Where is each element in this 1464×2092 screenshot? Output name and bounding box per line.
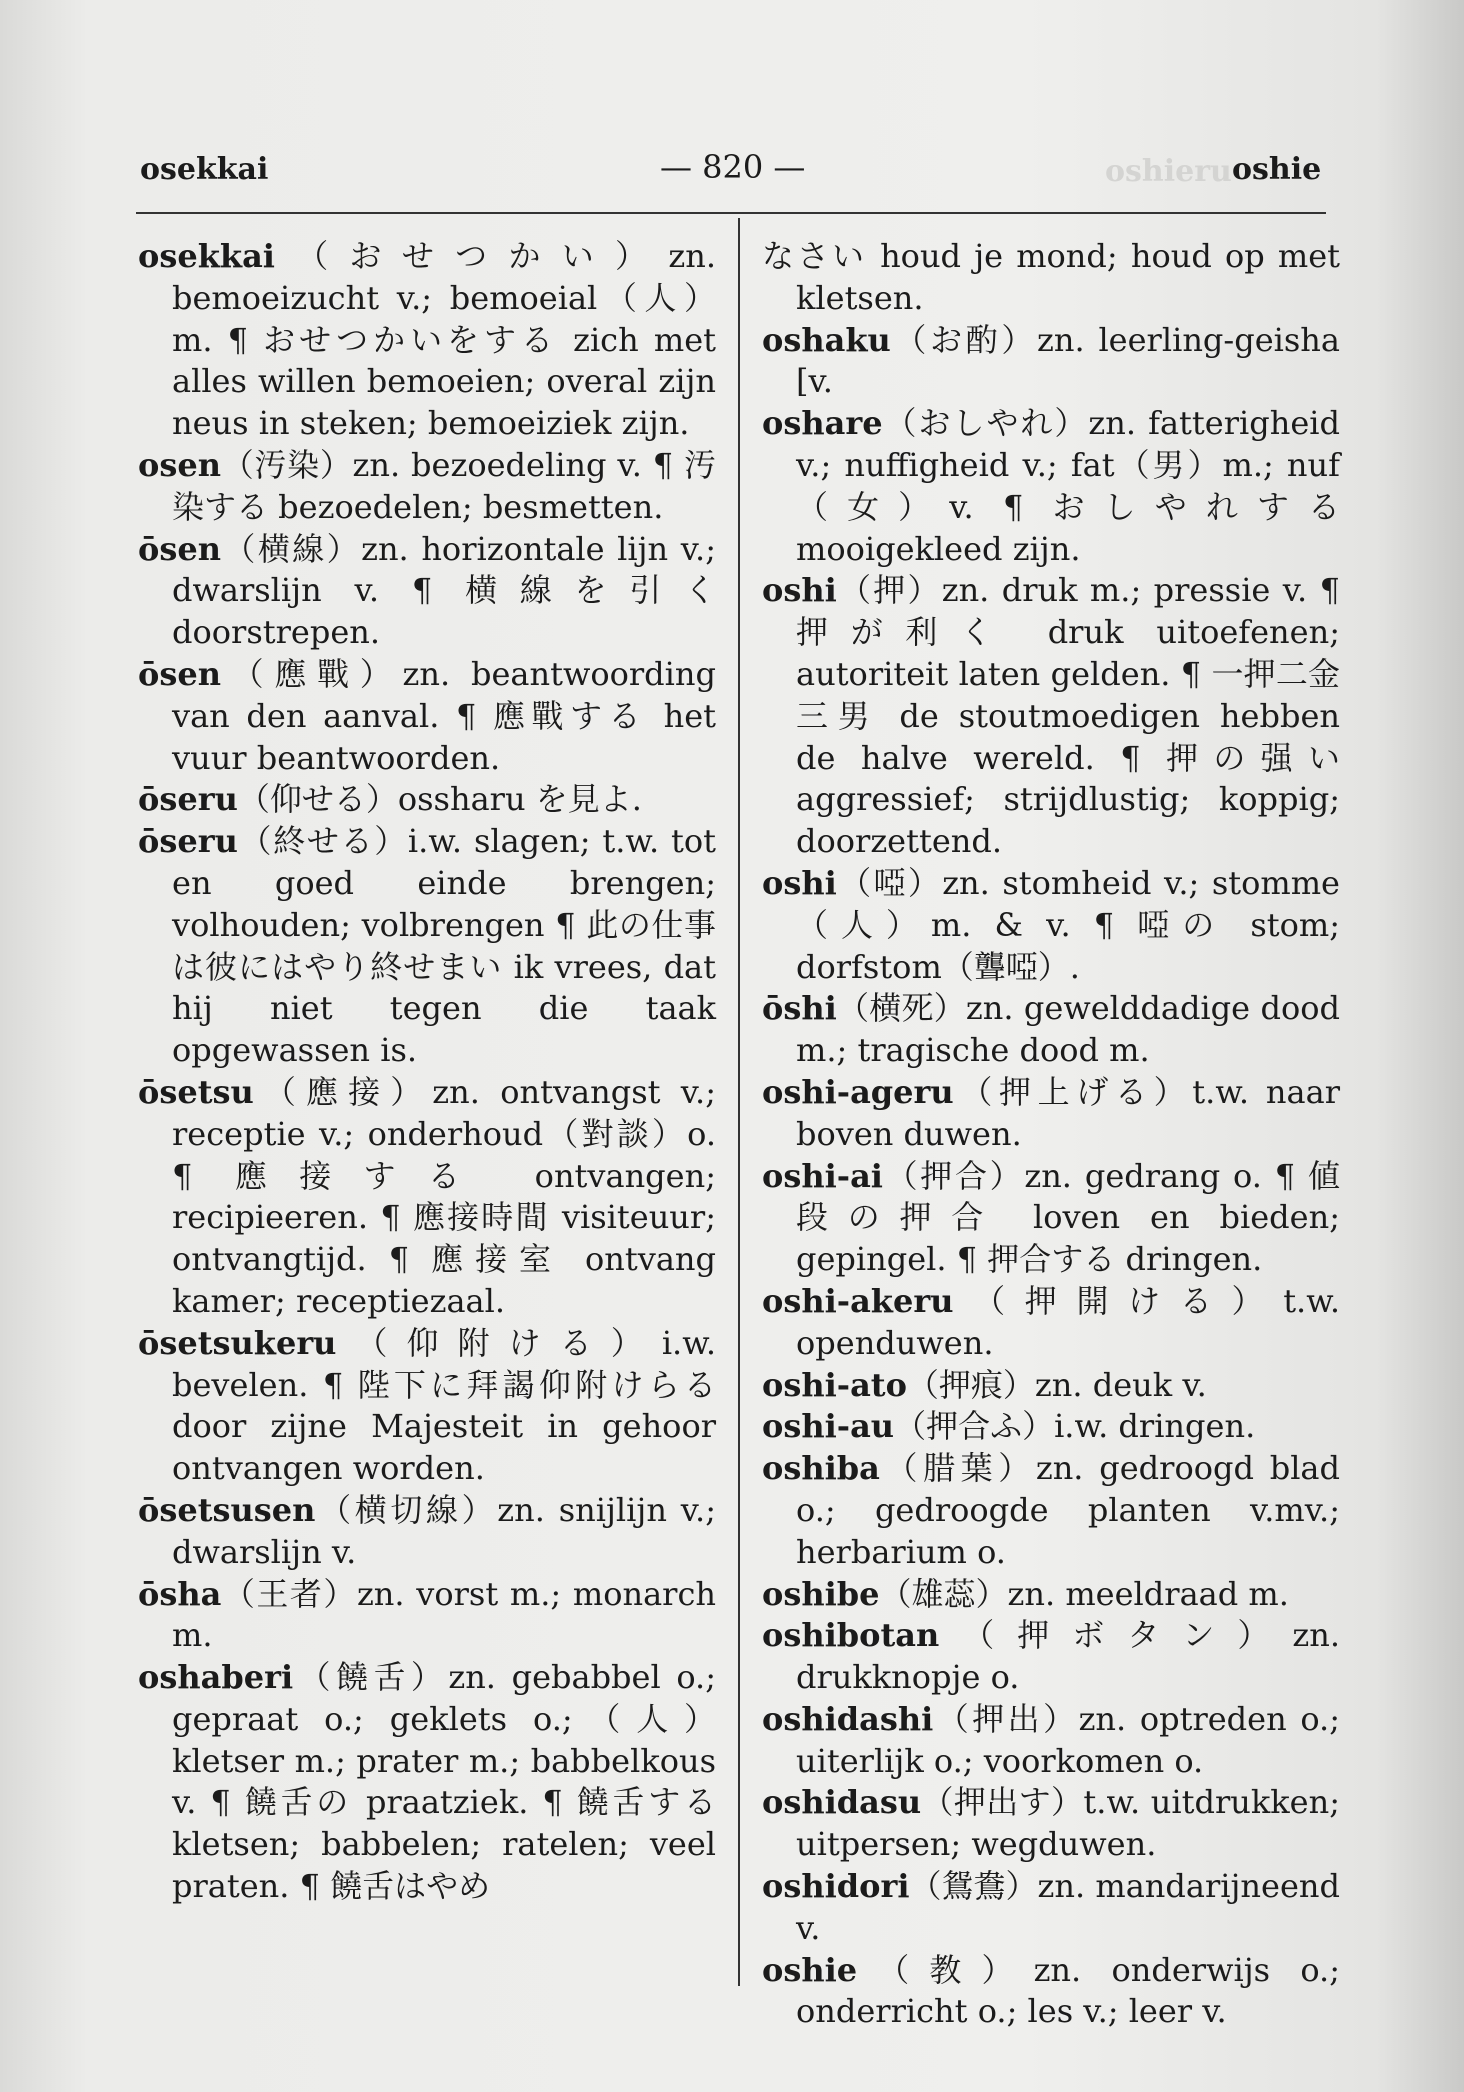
entry-definition: （おしやれ）zn. fatterigheid v.; nuffigheid v.; fat（男）m.; nuf（女）v. ¶ おしやれする mooigekleed zijn.	[796, 404, 1340, 568]
entry-definition: （押ボタン）zn. drukknopje o.	[796, 1616, 1340, 1697]
dictionary-entry	[762, 1072, 1340, 1156]
dictionary-entry	[138, 654, 716, 779]
dictionary-entry	[762, 1406, 1340, 1448]
entry-definition: （押出す）t.w. uitdrukken; uitpersen; wegduwen.	[796, 1783, 1340, 1864]
entry-headword: oshare	[762, 404, 883, 443]
dictionary-entry	[138, 1490, 716, 1574]
entry-headword: oshi-ato	[762, 1365, 907, 1404]
entry-headword: osekkai	[138, 237, 275, 275]
dictionary-entry	[138, 1657, 716, 1908]
dictionary-entry	[762, 1448, 1340, 1573]
dictionary-entry	[762, 988, 1340, 1072]
entry-definition: なさい houd je mond; houd op met kletsen.	[762, 237, 1340, 317]
entry-definition: （押開ける）t.w. openduwen.	[796, 1281, 1340, 1362]
entry-headword: oshidashi	[762, 1699, 934, 1738]
entry-definition: （横切線）zn. snijlijn v.; dwarslijn v.	[172, 1490, 716, 1571]
dictionary-entry	[762, 1156, 1340, 1281]
running-header	[0, 148, 1464, 192]
entry-definition: （仰附ける）i.w. bevelen. ¶ 陛下に拜謁仰附けらる door zijne Majesteit in gehoor ontvangen worden.	[172, 1323, 716, 1488]
entry-definition: （王者）zn. vorst m.; monarch m.	[172, 1574, 716, 1655]
entry-definition: （鴛鴦）zn. mandarijneend v.	[796, 1867, 1340, 1947]
entry-headword: oshi	[762, 571, 837, 610]
bleed-through-headword: oshieru	[1105, 154, 1232, 189]
entry-definition: （お酌）zn. leerling-geisha [v.	[796, 320, 1340, 401]
entry-headword: oshi-akeru	[762, 1281, 954, 1320]
dictionary-entry	[138, 1574, 716, 1658]
entry-headword: oshidori	[762, 1867, 910, 1906]
entry-headword: oshaku	[762, 320, 891, 359]
entry-headword: oshi-ai	[762, 1156, 883, 1195]
dictionary-entry	[762, 863, 1340, 988]
dictionary-entry	[138, 1323, 716, 1490]
dictionary-entry	[762, 403, 1340, 570]
entry-definition: （押上げる）t.w. naar boven duwen.	[796, 1072, 1340, 1153]
entry-definition: （横線）zn. horizontale lijn v.; dwarslijn v. ¶ 横線を引く doorstrepen.	[172, 529, 716, 652]
dictionary-entry	[762, 1950, 1340, 2034]
entry-headword: ōsetsu	[138, 1072, 254, 1111]
dictionary-entry	[762, 1281, 1340, 1365]
entry-headword: oshibe	[762, 1574, 880, 1613]
entry-definition: （横死）zn. gewelddadige dood m.; tragische dood m.	[796, 989, 1340, 1070]
dictionary-entry	[138, 445, 716, 529]
entry-headword: oshi-ageru	[762, 1072, 954, 1111]
entry-headword: oshi-au	[762, 1407, 895, 1446]
header-rule	[136, 212, 1326, 214]
dictionary-entry	[762, 236, 1340, 320]
entry-definition: （應接）zn. ontvangst v.; receptie v.; onderhoud（對談）o. ¶ 應接する ontvangen; recipieeren. ¶ 應接時間 visiteuur; ontvangtijd. ¶ 應接室 ontvang kamer; receptiezaal.	[172, 1072, 716, 1320]
dictionary-entry	[762, 570, 1340, 863]
entry-definition: （腊葉）zn. gedroogd blad o.; gedroogde planten v.mv.; herbarium o.	[796, 1449, 1340, 1571]
entry-headword: oshiba	[762, 1449, 880, 1488]
entry-definition: （教）zn. onderwijs o.; onderricht o.; les v.; leer v.	[796, 1950, 1340, 2031]
entry-headword: oshidasu	[762, 1783, 922, 1822]
entry-headword: ōsen	[138, 529, 221, 568]
entry-headword: oshie	[762, 1950, 858, 1989]
dictionary-entry	[762, 1615, 1340, 1699]
entry-headword: ōseru	[138, 822, 238, 861]
dictionary-entry	[138, 821, 716, 1072]
entry-definition: （押痕）zn. deuk v.	[906, 1365, 1207, 1404]
entry-definition: （應戰）zn. beantwoording van den aanval. ¶ 應戰する het vuur beantwoorden.	[172, 654, 716, 777]
entry-definition: （おせつかい）zn. bemoeizucht v.; bemoeial（人）m. ¶ おせつかいをする zich met alles willen bemoeien; overal zijn neus in steken; bemoeiziek zijn.	[172, 237, 716, 443]
dictionary-entry	[762, 1782, 1340, 1866]
entry-headword: oshaberi	[138, 1658, 294, 1697]
header-right-guide-word: oshie	[1232, 152, 1322, 187]
entry-headword: osen	[138, 445, 221, 484]
left-column	[138, 236, 716, 1908]
entry-headword: ōsetsusen	[138, 1490, 316, 1529]
page-number: — 820 —	[660, 148, 806, 186]
entry-definition: （押）zn. druk m.; pressie v. ¶ 押が利く druk uitoefenen; autoriteit laten gelden. ¶ 一押二金三男 de stoutmoedigen hebben de halve wereld. ¶ 押の强い aggressief; strijdlustig; koppig; doorzettend.	[796, 571, 1340, 861]
column-divider	[738, 218, 740, 1986]
entry-definition: （押合）zn. gedrang o. ¶ 値段の押合 loven en bieden; gepingel. ¶ 押合する dringen.	[796, 1156, 1340, 1279]
entry-headword: ōsetsukeru	[138, 1323, 337, 1362]
dictionary-entry	[762, 1365, 1340, 1407]
dictionary-entry	[762, 1866, 1340, 1950]
header-left-guide-word: osekkai	[140, 152, 269, 187]
entry-headword: ōshi	[762, 989, 837, 1028]
entry-headword: ōsen	[138, 654, 221, 693]
entry-definition: （汚染）zn. bezoedeling v. ¶ 汚染する bezoedelen; besmetten.	[172, 445, 716, 526]
dictionary-entry	[762, 1574, 1340, 1616]
entry-definition: （終せる）i.w. slagen; t.w. tot en goed einde brengen; volhouden; volbrengen ¶ 此の仕事は彼にはやり終せまい ik vrees, dat hij niet tegen die taak opgewassen is.	[172, 822, 716, 1070]
entry-headword: oshi	[762, 863, 837, 902]
dictionary-entry	[138, 779, 716, 821]
dictionary-entry	[762, 320, 1340, 404]
entry-headword: oshibotan	[762, 1616, 940, 1655]
entry-definition: （雄蕊）zn. meeldraad m.	[879, 1574, 1289, 1613]
dictionary-entry	[138, 236, 716, 445]
entry-definition: （仰せる）ossharu を見よ.	[237, 780, 642, 819]
dictionary-entry	[138, 1072, 716, 1323]
entry-definition: （啞）zn. stomheid v.; stomme（人）m. & v. ¶ 啞の stom; dorfstom（聾啞）.	[796, 863, 1340, 986]
entry-definition: （饒舌）zn. gebabbel o.; gepraat o.; geklets o.;（人）kletser m.; prater m.; babbelkous v. ¶ 饒舌の praatziek. ¶ 饒舌する kletsen; babbelen; ratelen; veel praten. ¶ 饒舌はやめ	[172, 1658, 716, 1906]
entry-definition: （押合ふ）i.w. dringen.	[894, 1407, 1256, 1446]
right-column	[762, 236, 1340, 2033]
entry-headword: ōseru	[138, 780, 238, 819]
entry-definition: （押出）zn. optreden o.; uiterlijk o.; voorkomen o.	[796, 1699, 1340, 1780]
dictionary-entry	[762, 1699, 1340, 1783]
dictionary-entry	[138, 529, 716, 654]
entry-headword: ōsha	[138, 1574, 222, 1613]
